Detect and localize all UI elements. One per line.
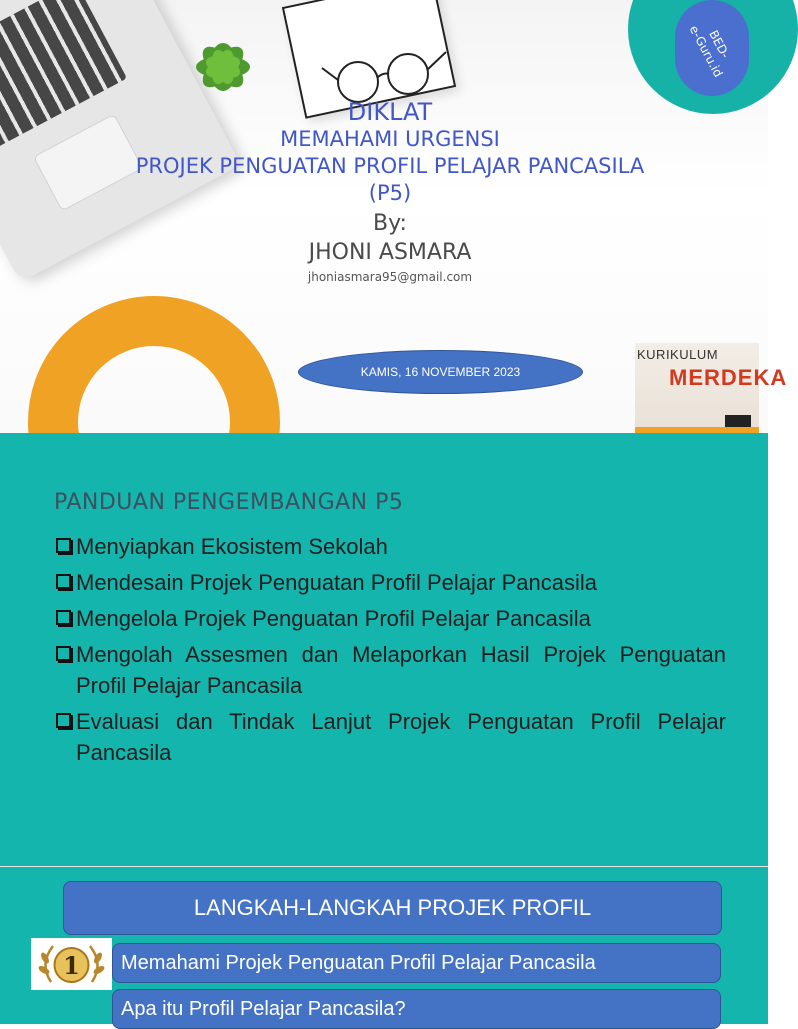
panduan-title: PANDUAN PENGEMBANGAN P5 [54, 490, 404, 515]
kurikulum-merdeka-logo [635, 343, 788, 433]
step-text: Memahami Projek Penguatan Profil Pelajar Pancasila [121, 951, 596, 974]
checkbox-bullet-icon [56, 574, 71, 589]
source-badge-text: BED- e-Guru.id [686, 23, 733, 80]
step-item [112, 943, 721, 983]
logo-line-1: KURIKULUM [637, 347, 719, 362]
list-item: Menyiapkan Ekosistem Sekolah [54, 531, 726, 562]
logo-line-2: MERDEKA [669, 365, 788, 390]
step-item [112, 989, 721, 1029]
checkbox-bullet-icon [56, 538, 71, 553]
slide-panduan [0, 433, 768, 866]
list-item: Mengolah Assesmen dan Melaporkan Hasil Projek Penguatan Profil Pelajar Pancasila [54, 639, 726, 701]
date-text: KAMIS, 16 NOVEMBER 2023 [360, 365, 521, 379]
slide-langkah [0, 867, 768, 1024]
slide-subtitle-2: PROJEK PENGUATAN PROFIL PELAJAR PANCASILA [135, 154, 645, 178]
medal-number-icon [31, 938, 112, 990]
langkah-heading [63, 881, 722, 935]
by-label: By: [373, 211, 407, 236]
slide-subtitle-3: (P5) [368, 181, 412, 205]
checkbox-bullet-icon [56, 646, 71, 661]
list-item: Mengelola Projek Penguatan Profil Pelajar Pancasila [54, 603, 726, 634]
list-item: Evaluasi dan Tindak Lanjut Projek Penguatan Profil Pelajar Pancasila [54, 706, 726, 768]
author-name: JHONI ASMARA [308, 240, 472, 265]
panduan-list [54, 531, 726, 773]
medal-number: 1 [63, 951, 80, 980]
title-block [80, 98, 700, 285]
checkbox-bullet-icon [56, 713, 71, 728]
source-badge [675, 0, 749, 96]
checkbox-bullet-icon [56, 610, 71, 625]
slide-title [0, 0, 788, 433]
list-item: Mendesain Projek Penguatan Profil Pelajar Pancasila [54, 567, 726, 598]
date-pill [298, 350, 583, 394]
langkah-heading-text: LANGKAH-LANGKAH PROJEK PROFIL [193, 895, 592, 920]
author-email: jhoniasmara95@gmail.com [307, 270, 473, 284]
step-text: Apa itu Profil Pelajar Pancasila? [121, 997, 406, 1020]
slide-main-title: DIKLAT [347, 98, 433, 126]
slide-subtitle-1: MEMAHAMI URGENSI [280, 127, 500, 151]
